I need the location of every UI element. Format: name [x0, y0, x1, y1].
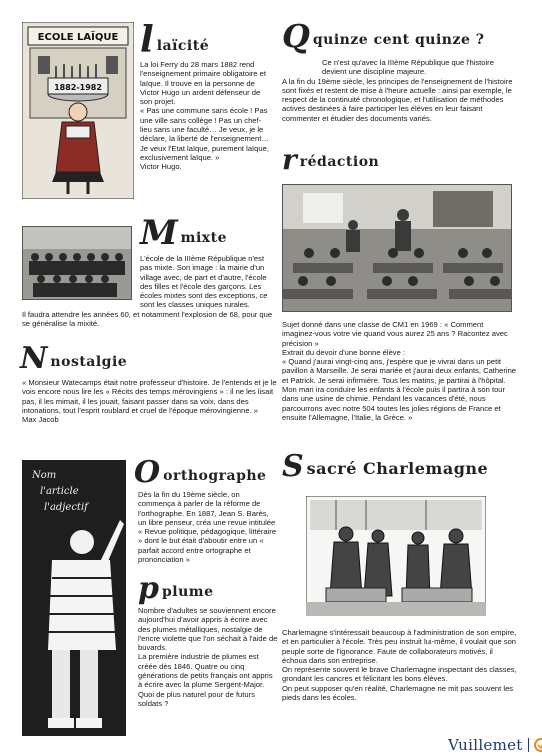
plume-title: plume: [161, 584, 214, 600]
quinze-text: [282, 58, 518, 123]
redaction-title: rédaction: [299, 154, 380, 170]
plume-text: [138, 606, 278, 708]
redaction-paragraph: Sujet donné dans une classe de CM1 en 1969 : « Comment imaginez-vous votre vie quand vous aurez 25 ans ? Racontez avec précision »: [282, 320, 508, 348]
redaction-letter: r: [282, 143, 297, 176]
charlemagne-letter: S: [282, 449, 304, 484]
mixte-paragraph: Il faudra attendre les années 60, et notamment l'explosion de 68, pour que se généralise la mixité.: [22, 309, 273, 329]
laicite-paragraph: Victor Hugo.: [140, 162, 182, 172]
plume-paragraph: Nombre d'adultes se souviennent encore aujourd'hui d'avoir appris à écrire avec des plumes métalliques, nostalgie de l'encre violette que l'on séchait à l'aide de buvards.: [138, 606, 278, 653]
brand-name: Vuillemet: [448, 736, 523, 754]
sign-text: ECOLE LAÏQUE: [37, 32, 119, 43]
charlemagne-paragraph: On peut supposer qu'en réalité, Charlemagne ne mit pas souvent les pieds dans les écoles.: [282, 683, 514, 703]
laicite-title: laïcité: [156, 38, 210, 54]
nostalgie-paragraph: Max Jacob: [22, 415, 59, 425]
laicite-letter: l: [140, 19, 154, 61]
mixte-title: mixte: [180, 230, 227, 246]
quinze-title: quinze cent quinze ?: [312, 32, 485, 48]
brand-logo-icon: [534, 738, 542, 752]
mixte-text: [22, 254, 274, 328]
quinze-paragraph: Ce n'est qu'avec la IIIème République que l'histoire devient une discipline majeure.: [322, 58, 494, 77]
orthographe-title: orthographe: [163, 468, 267, 484]
board-word: l'adjectif: [44, 502, 88, 513]
mixte-letter: M: [140, 213, 178, 253]
nostalgie-heading: [20, 341, 128, 376]
charlemagne-heading: [282, 449, 489, 484]
plume-paragraph: La première industrie de plumes est créée dès 1846. Quatre ou cinq générations de petits français ont appris à écrire avec la plume Sergent-Major. Quoi de plus naturel pour de futurs soldats ?: [138, 652, 273, 708]
orthographe-heading: [134, 455, 267, 490]
blackboard-illustration: [22, 460, 126, 736]
orthographe-paragraph: Dès la fin du 19ème siècle, on commença à parler de la réforme de l'orthographe. En 1887, Jean S. Barès, un libre penseur, créa une revue intitulée « Revue politique, pédagogique, littéraire » dont le but était d'aboutir entre un « parfait accord entre ortographe et prononciation »: [138, 490, 277, 565]
redaction-heading: [282, 143, 380, 176]
quinze-heading: [282, 17, 485, 55]
redaction-paragraph: Extrait du devoir d'une bonne élève :: [282, 347, 406, 357]
laicite-heading: [140, 19, 210, 61]
quinze-letter: Q: [282, 17, 310, 55]
nostalgie-letter: N: [20, 341, 48, 376]
charlemagne-illustration: [306, 496, 486, 616]
board-word: l'article: [40, 486, 79, 497]
redaction-text: [282, 320, 518, 422]
brand-divider: [528, 738, 529, 752]
footer-brand: [448, 736, 542, 754]
laicite-text: [140, 60, 272, 172]
charlemagne-title: sacré Charlemagne: [306, 459, 489, 478]
nostalgie-title: nostalgie: [50, 354, 128, 370]
laicite-paragraph: La loi Ferry du 28 mars 1882 rend l'enseignement primaire obligatoire et laïque. Il trouve en la personne de Victor Hugo un ardent défenseur de son projet.: [140, 60, 266, 107]
cake-text: 1882-1982: [54, 83, 102, 92]
charlemagne-paragraph: On représente souvent le brave Charlemagne inspectant des classes, grondant les cancres et félicitant les bons élèves.: [282, 665, 517, 684]
nostalgie-paragraph: « Monsieur Watecamps était notre professeur d'histoire. Je l'entends et je le vois encore nous lire les « Récits des temps mérovingiens » : il ne les lisait pas, il les mimait, il les jouait, faisant passer dans sa voix, dans des intonations, tout l'esprit roublard et cruel de l'époque mérovingienne. »: [22, 378, 277, 415]
orthographe-letter: O: [134, 455, 161, 490]
charlemagne-text: [282, 628, 518, 702]
board-word: Nom: [32, 470, 57, 481]
mixte-paragraph: L'école de la IIIème République n'est pas mixte. Son image : la mairie d'un village avec, de part et d'autre, l'école des filles et l'école des garçons. Les écoles mixtes sont des exceptions, ce sont les classes uniques rurales.: [140, 254, 268, 310]
classroom-photo: [282, 184, 512, 312]
nostalgie-text: [22, 378, 278, 424]
charlemagne-paragraph: Charlemagne s'intéressait beaucoup à l'administration de son empire, et en particulier à l'école. Très peu instruit lui-même, il voulait que son peuple sorte de l'ignorance. Faute de collaborateurs motivés, il échoua dans son entreprise.: [282, 628, 517, 665]
laicite-paragraph: « Pas une commune sans école ! Pas une ville sans collège ! Pas un chef-lieu sans une faculté… Je veux, je le déclare, la liberté de l'enseignement… Je veux l'Etat laïque, purement laïque, exclusivement laïque. »: [140, 106, 269, 162]
quinze-paragraph: A la fin du 19ème siècle, les principes de l'enseignement de l'histoire sont fixés et restent de mise à l'heure actuelle : ainsi par exemple, le respect de la continuité chronologique, et l'utilisation de méthodes actives destinées à faire participer les élèves en leur faisant commenter et étudier des documents variés.: [282, 76, 513, 123]
orthographe-text: [138, 490, 278, 564]
plume-heading: [138, 571, 214, 606]
mixte-heading: [140, 213, 227, 253]
ecole-laique-illustration: [22, 22, 134, 199]
redaction-paragraph: « Quand j'aurai vingt-cinq ans, j'espère que je vivrai dans un petit pavillon à Marseille. Je serai mariée et j'aurai deux enfants, Catherine et Patrick. Je serai infirmière. Tous les matins, je partirai à l'hôpital. Mon mari ira conduire les enfants à l'école puis il partira à son tour dans une usine de chimie. Pendant les vacances d'été, nous parcourrons avec notre 504 toutes les jolies régions de France et ensuite l'Allemagne, l'Italie, la Grèce. »: [282, 357, 517, 422]
plume-letter: p: [138, 571, 159, 606]
